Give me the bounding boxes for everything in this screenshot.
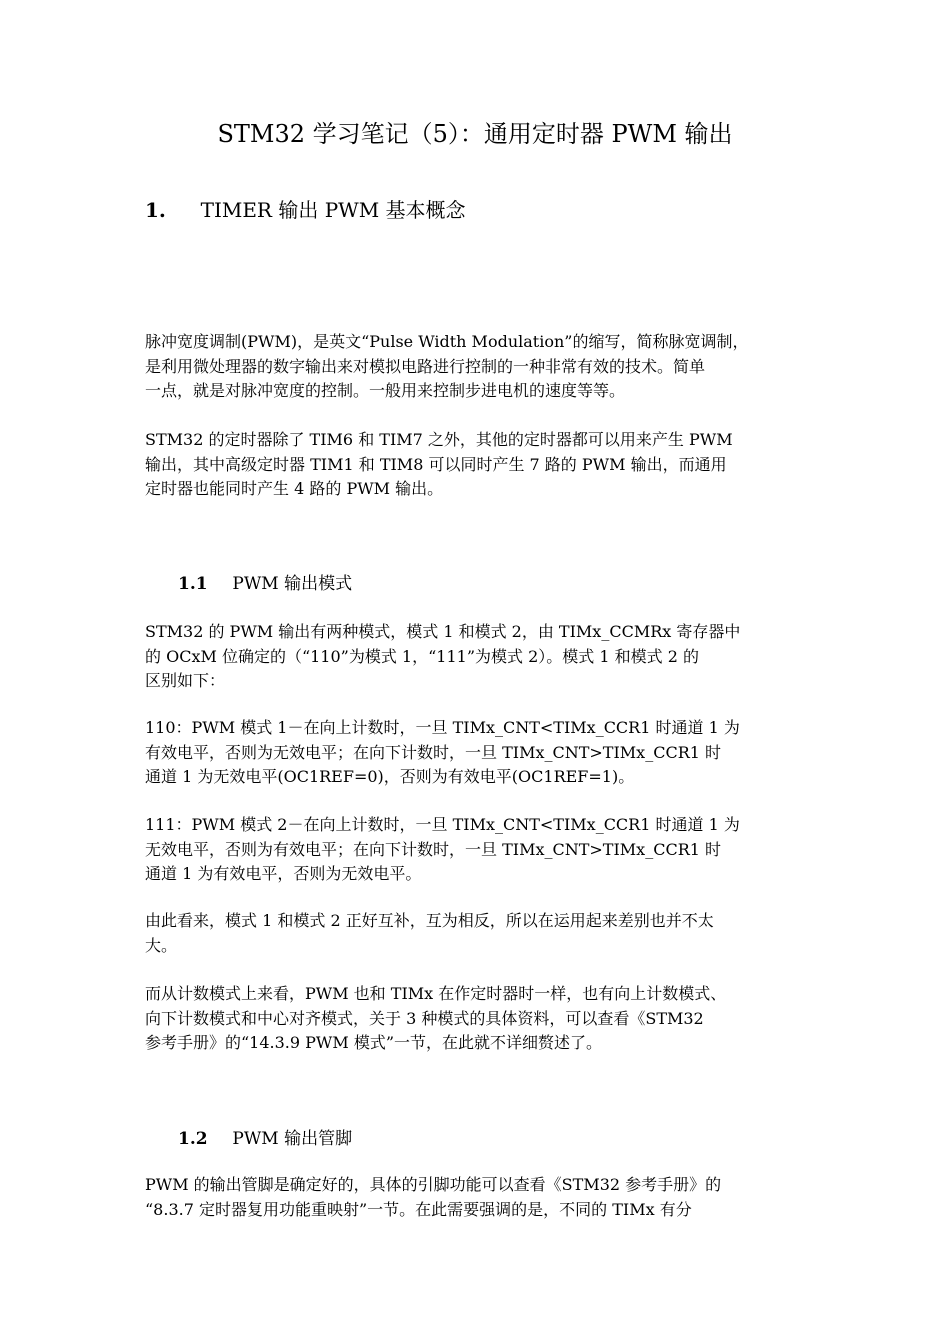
section-1-2-heading	[178, 1126, 352, 1152]
text-line: 定时器也能同时产生 4 路的 PWM 输出。	[145, 479, 444, 498]
text-line: 111：PWM 模式 2－在向上计数时，一旦 TIMx_CNT<TIMx_CCR1 时通道 1 为	[145, 815, 740, 834]
text-line: STM32 的 PWM 输出有两种模式，模式 1 和模式 2，由 TIMx_CCMRx 寄存器中	[145, 622, 741, 641]
pwm-modes-paragraph	[145, 620, 811, 694]
text-line: 无效电平，否则为有效电平；在向下计数时，一旦 TIMx_CNT>TIMx_CCR1 时	[145, 839, 722, 859]
stm32-timers-paragraph	[145, 428, 811, 502]
text-line: 而从计数模式上来看，PWM 也和 TIMx 在作定时器时一样，也有向上计数模式、	[145, 984, 727, 1003]
text-line: 是利用微处理器的数字输出来对模拟电路进行控制的一种非常有效的技术。简单	[145, 356, 706, 376]
text-line: 脉冲宽度调制(PWM)，是英文“Pulse Width Modulation”的缩写，简称脉宽调制，	[145, 332, 749, 351]
text-line: 由此看来，模式 1 和模式 2 正好互补，互为相反，所以在运用起来差别也并不太	[145, 911, 714, 930]
document-title: STM32 学习笔记（5）：通用定时器 PWM 输出	[217, 120, 733, 148]
section-1-number: 1.	[145, 198, 166, 222]
text-line: 区别如下：	[145, 671, 226, 690]
text-line: 大。	[145, 935, 178, 955]
text-line: 一点，就是对脉冲宽度的控制。一般用来控制步进电机的速度等等。	[145, 381, 626, 400]
text-line: 的 OCxM 位确定的（“110”为模式 1，“111”为模式 2）。模式 1 和模式 2 的	[145, 646, 699, 666]
mode-110-paragraph	[145, 716, 811, 790]
section-1-1-heading	[178, 571, 352, 597]
text-line: “8.3.7 定时器复用功能重映射”一节。在此需要强调的是，不同的 TIMx 有分	[145, 1199, 692, 1219]
text-line: 110：PWM 模式 1－在向上计数时，一旦 TIMx_CNT<TIMx_CCR1 时通道 1 为	[145, 718, 740, 737]
text-line: 向下计数模式和中心对齐模式，关于 3 种模式的具体资料，可以查看《STM32	[145, 1008, 704, 1028]
mode-comparison-paragraph	[145, 909, 811, 958]
text-line: 有效电平，否则为无效电平；在向下计数时，一旦 TIMx_CNT>TIMx_CCR1 时	[145, 742, 722, 762]
mode-111-paragraph	[145, 813, 811, 887]
section-1-2-number: 1.2	[178, 1129, 208, 1149]
intro-paragraph	[145, 330, 811, 404]
section-1-2-title: PWM 输出管脚	[232, 1129, 353, 1149]
text-line: STM32 的定时器除了 TIM6 和 TIM7 之外，其他的定时器都可以用来产生 PWM	[145, 430, 733, 449]
text-line: 参考手册》的“14.3.9 PWM 模式”一节，在此就不详细赘述了。	[145, 1033, 603, 1052]
section-1-1-title: PWM 输出模式	[232, 574, 353, 594]
text-line: 通道 1 为有效电平，否则为无效电平。	[145, 864, 422, 883]
section-1-heading	[145, 196, 466, 224]
counting-modes-paragraph	[145, 982, 811, 1056]
text-line: 输出，其中高级定时器 TIM1 和 TIM8 可以同时产生 7 路的 PWM 输出，而通用	[145, 454, 727, 474]
section-1-title: TIMER 输出 PWM 基本概念	[200, 198, 466, 222]
output-pins-paragraph	[145, 1173, 811, 1222]
text-line: PWM 的输出管脚是确定好的，具体的引脚功能可以查看《STM32 参考手册》的	[145, 1175, 722, 1194]
section-1-1-number: 1.1	[178, 574, 208, 594]
text-line: 通道 1 为无效电平(OC1REF=0)，否则为有效电平(OC1REF=1)。	[145, 767, 635, 786]
